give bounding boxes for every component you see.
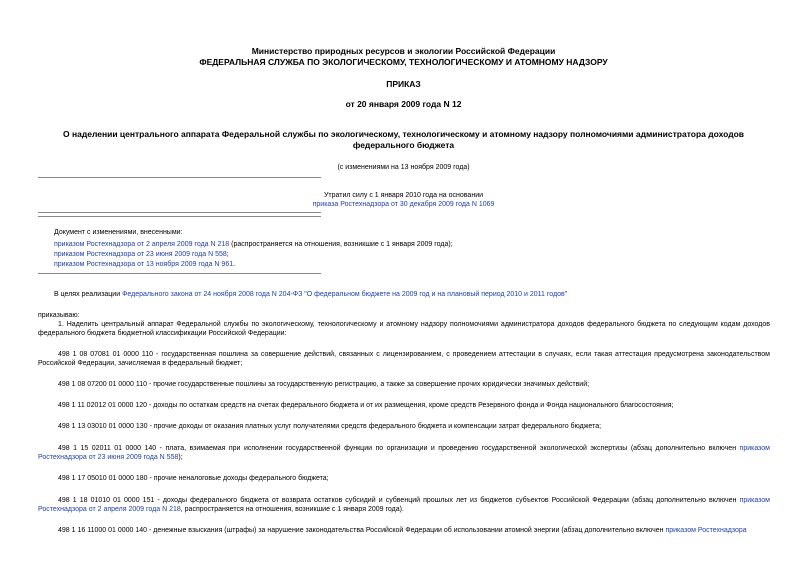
amended-note: (с изменениями на 13 ноября 2009 года): [337, 164, 470, 171]
code-item: 498 1 08 07200 01 0000 110 - прочие государственные пошлины за государственную регистрацию, а также за совершение прочих юридически значимых действий;: [58, 381, 590, 388]
change-item: приказом Ростехнадзора от 23 июня 2009 года N 558;: [54, 251, 229, 258]
code-item: 498 1 11 02012 01 0000 120 - доходы по остаткам средств на счетах федерального бюджета и от их размещения, кроме средств Резервного фонда и Фонда национального благосостояния;: [58, 402, 674, 409]
expired-note: Утратил силу с 1 января 2010 года на основании: [323, 192, 484, 199]
doc-title-line1: О наделении центрального аппарата Федеральной службы по экологическому, технологическому и атомному надзору полномочиями администратора доходов: [62, 129, 745, 139]
code-item: 498 1 18 01010 01 0000 151 - доходы федерального бюджета от возврата остатков субсидий и субвенций прошлых лет из бюджетов субъектов Российской Федерации (абзац дополнительно включен приказом Ростехнадзора от 2 апреля 2009 года N 218, распространяется на отношения, возникшие с 1 января 2009 года).: [38, 497, 770, 513]
change-link-558[interactable]: приказом Ростехнадзора от 23 июня 2009 года N 558: [54, 251, 227, 258]
paragraph-1: 1. Наделить центральный аппарат Федеральной службы по экологическому, технологическому и атомному надзору полномочиями администратора доходов федерального бюджета по следующим кодам доходов федерального бюджета бюджетной классификации Российской Федерации:: [38, 321, 770, 337]
divider: [38, 212, 321, 213]
code-item: 498 1 15 02011 01 0000 140 - плата, взимаемая при исполнении государственной функции по организации и проведению государственной экологической экспертизы (абзац дополнительно включен приказом Ростехнадзора от 23 июня 2009 года N 558);: [38, 445, 770, 461]
divider: [38, 177, 321, 178]
divider: [38, 273, 321, 274]
code-item: 498 1 08 07081 01 0000 110 - государственная пошлина за совершение действий, связанных с лицензированием, с проведением аттестации в случаях, если такая аттестация предусмотрена законодательством Российской Федерации, зачисляемая в федеральный бюджет;: [38, 351, 770, 367]
doc-title-line2: федерального бюджета: [352, 140, 455, 150]
ministry-name: Министерство природных ресурсов и экологии Российской Федерации: [251, 46, 556, 56]
amendment-link[interactable]: приказом Ростехнадзора: [665, 527, 747, 534]
change-item: приказом Ростехнадзора от 2 апреля 2009 года N 218 (распространяется на отношения, возникшие с 1 января 2009 года);: [54, 241, 453, 248]
order-word: приказываю:: [38, 312, 80, 319]
code-item: 498 1 17 05010 01 0000 180 - прочие неналоговые доходы федерального бюджета;: [58, 475, 329, 482]
change-item: приказом Ростехнадзора от 13 ноября 2009 года N 961.: [54, 261, 236, 268]
divider: [38, 216, 321, 217]
change-link-218[interactable]: приказом Ростехнадзора от 2 апреля 2009 года N 218: [54, 241, 230, 248]
doc-type: ПРИКАЗ: [386, 79, 421, 89]
amendment-link-218[interactable]: приказом Ростехнадзора от 2 апреля 2009 года N 218: [38, 497, 770, 513]
amendment-link-558[interactable]: приказом Ростехнадзора от 23 июня 2009 года N 558: [38, 445, 770, 461]
doc-date: от 20 января 2009 года N 12: [345, 99, 462, 109]
service-name: ФЕДЕРАЛЬНАЯ СЛУЖБА ПО ЭКОЛОГИЧЕСКОМУ, ТЕХНОЛОГИЧЕСКОМУ И АТОМНОМУ НАДЗОРУ: [199, 57, 608, 67]
change-link-961[interactable]: приказом Ростехнадзора от 13 ноября 2009 года N 961: [54, 261, 234, 268]
changes-intro: Документ с изменениями, внесенными:: [54, 229, 183, 236]
expired-order-link[interactable]: приказа Ростехнадзора от 30 декабря 2009 года N 1069: [312, 201, 495, 208]
code-item: 498 1 16 11000 01 0000 140 - денежные взыскания (штрафы) за нарушение законодательства Российской Федерации об использовании атомной энергии (абзац дополнительно включен приказом Ростехнадзора: [58, 527, 747, 534]
federal-law-link[interactable]: Федерального закона от 24 ноября 2008 года N 204-ФЗ "О федеральном бюджете на 2009 год и на плановый период 2010 и 2011 годов": [122, 291, 568, 298]
intro-paragraph: В целях реализации Федерального закона от 24 ноября 2008 года N 204-ФЗ "О федеральном бюджете на 2009 год и на плановый период 2010 и 2011 годов": [54, 291, 568, 298]
code-item: 498 1 13 03010 01 0000 130 - прочие доходы от оказания платных услуг получателями средств федерального бюджета и компенсации затрат федерального бюджета;: [58, 423, 602, 430]
